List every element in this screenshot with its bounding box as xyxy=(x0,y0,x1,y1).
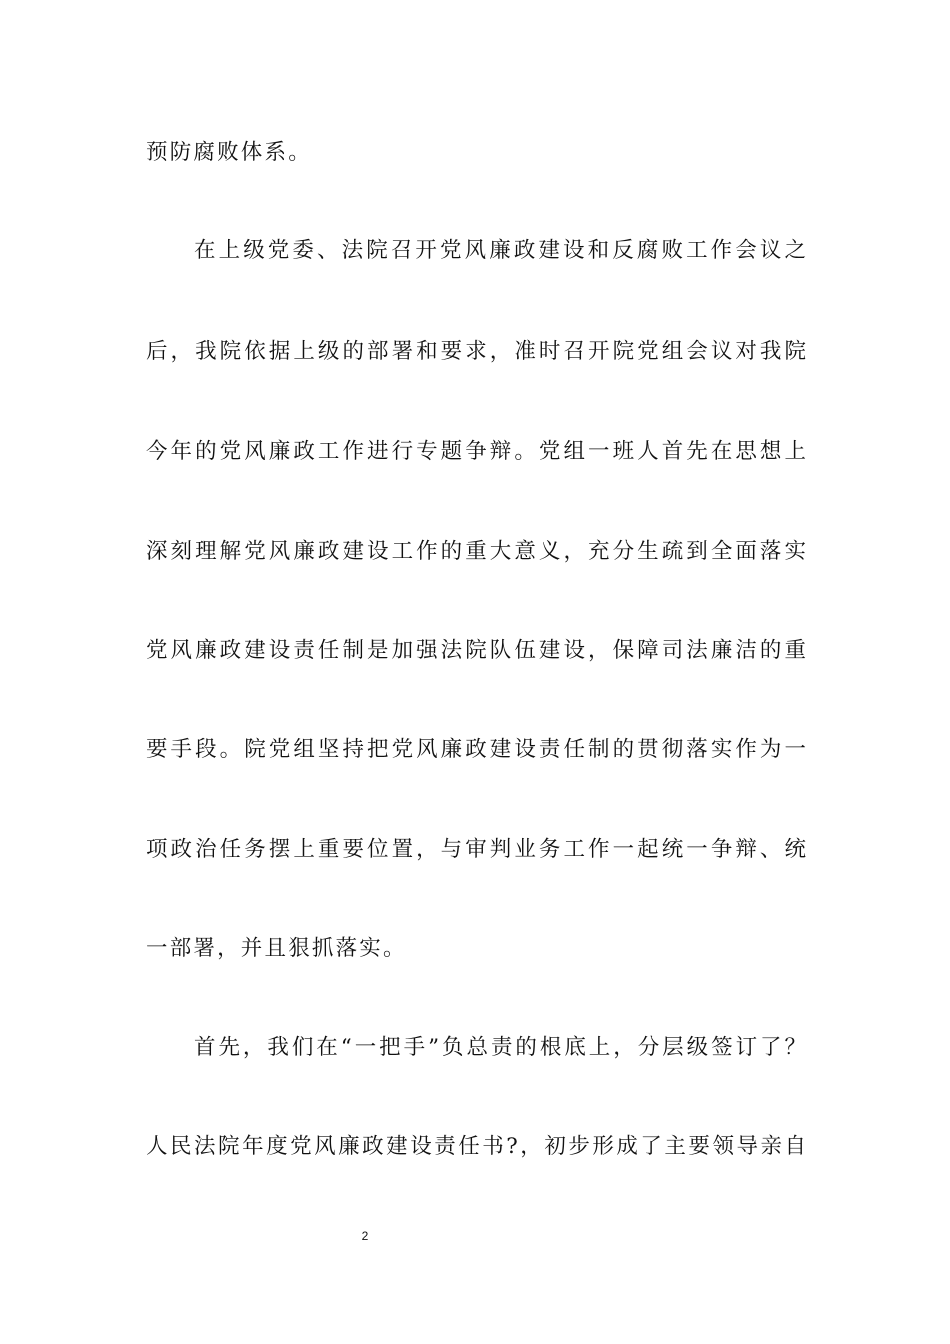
page-number: 2 xyxy=(361,1229,369,1243)
text-line-7: 要手段。院党组坚持把党风廉政建设责任制的贯彻落实作为一 xyxy=(146,737,806,762)
text-line-6: 党风廉政建设责任制是加强法院队伍建设，保障司法廉洁的重 xyxy=(146,638,806,663)
text-line-9: 一部署，并且狠抓落实。 xyxy=(146,936,407,961)
text-line-10: 首先，我们在“一把手”负总责的根底上，分层级签订了？ xyxy=(194,1035,806,1060)
text-line-1: 预防腐败体系。 xyxy=(146,140,312,165)
text-line-2: 在上级党委、法院召开党风廉政建设和反腐败工作会议之 xyxy=(194,238,806,263)
text-line-4: 今年的党风廉政工作进行专题争辩。党组一班人首先在思想上 xyxy=(146,439,806,464)
text-line-3: 后，我院依据上级的部署和要求，准时召开院党组会议对我院 xyxy=(146,339,806,364)
text-line-11: 人民法院年度党风廉政建设责任书?，初步形成了主要领导亲自 xyxy=(146,1134,806,1159)
text-line-5: 深刻理解党风廉政建设工作的重大意义，充分生疏到全面落实 xyxy=(146,539,806,564)
text-line-8: 项政治任务摆上重要位置，与审判业务工作一起统一争辩、统 xyxy=(146,837,806,862)
